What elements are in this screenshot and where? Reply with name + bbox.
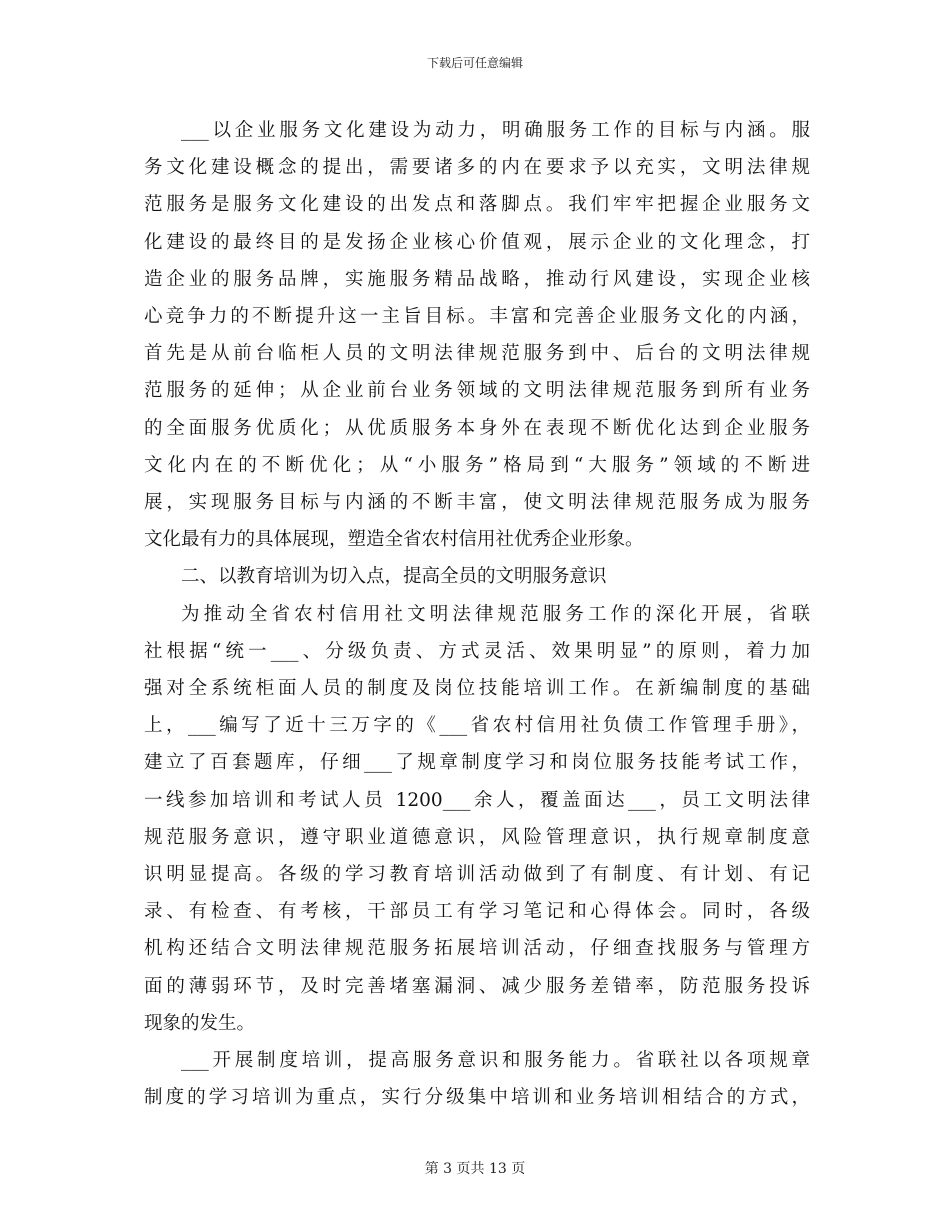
text-line: 的全面服务优质化；从优质服务本身外在表现不断优化达到企业服务 (144, 417, 810, 439)
text-line: 首先是从前台临柜人员的文明法律规范服务到中、后台的文明法律规 (144, 343, 810, 365)
text-line: 强对全系统柜面人员的制度及岗位技能培训工作。在新编制度的基础 (144, 678, 810, 700)
text-line: 制度的学习培训为重点，实行分级集中培训和业务培训相结合的方式， (144, 1087, 810, 1109)
text-line: 一线参加培训和考试人员 1200___余人，覆盖面达___，员工文明法律 (144, 789, 810, 811)
text-line: ___开展制度培训，提高服务意识和服务能力。省联社以各项规章 (181, 1050, 810, 1072)
page-number: 第 3 页共 13 页 (424, 1161, 526, 1177)
text-line: 社根据“统一___、分级负责、方式灵活、效果明显”的原则，着力加 (144, 640, 810, 662)
text-line: 展，实现服务目标与内涵的不断丰富，使文明法律规范服务成为服务 (144, 492, 810, 514)
text-line: 务文化建设概念的提出，需要诸多的内在要求予以充实，文明法律规 (144, 157, 810, 179)
text-line: 化建设的最终目的是发扬企业核心价值观，展示企业的文化理念，打 (144, 231, 810, 253)
text-line: 建立了百套题库，仔细___了规章制度学习和岗位服务技能考试工作， (144, 752, 810, 774)
text-line: 造企业的服务品牌，实施服务精品战略，推动行风建设，实现企业核 (144, 268, 810, 290)
text-line: 规范服务意识，遵守职业道德意识，风险管理意识，执行规章制度意 (144, 826, 810, 848)
paragraph-system-training (144, 1042, 810, 1116)
text-line: 识明显提高。各级的学习教育培训活动做到了有制度、有计划、有记 (144, 864, 810, 886)
text-line: 范服务是服务文化建设的出发点和落脚点。我们牢牢把握企业服务文 (144, 194, 810, 216)
text-line: 机构还结合文明法律规范服务拓展培训活动，仔细查找服务与管理方 (144, 938, 810, 960)
page-header: 下载后可任意编辑 (426, 56, 523, 70)
text-line: 二、以教育培训为切入点，提高全员的文明服务意识 (181, 566, 607, 588)
text-line: 录、有检查、有考核，干部员工有学习笔记和心得体会。同时，各级 (144, 901, 810, 923)
text-line: 为推动全省农村信用社文明法律规范服务工作的深化开展，省联 (181, 603, 810, 625)
paragraph-service-culture (144, 112, 810, 558)
text-line: 现象的发生。 (144, 1012, 256, 1034)
text-line: 上，___编写了近十三万字的《___省农村信用社负债工作管理手册》， (144, 715, 810, 737)
text-line: 心竞争力的不断提升这一主旨目标。丰富和完善企业服务文化的内涵， (144, 306, 810, 328)
paragraph-training (144, 596, 810, 1042)
section-heading (144, 558, 810, 595)
text-line: 范服务的延伸；从企业前台业务领域的文明法律规范服务到所有业务 (144, 380, 810, 402)
text-line: 文化最有力的具体展现，塑造全省农村信用社优秀企业形象。 (144, 529, 644, 551)
text-line: 文化内在的不断优化；从“小服务”格局到“大服务”领域的不断进 (144, 454, 810, 476)
text-line: ___以企业服务文化建设为动力，明确服务工作的目标与内涵。服 (181, 120, 810, 141)
document-body (144, 112, 810, 1116)
text-line: 面的薄弱环节，及时完善堵塞漏洞、减少服务差错率，防范服务投诉 (144, 975, 810, 997)
